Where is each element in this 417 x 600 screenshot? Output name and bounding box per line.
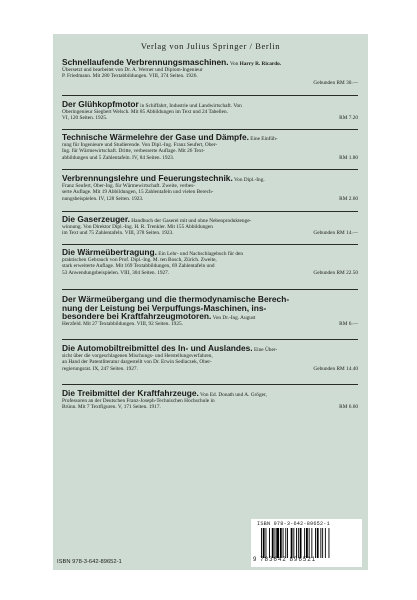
entry-price: Gebunden RM 30.— [313, 79, 358, 86]
entry-text: Ing. für Wärmewirtschaft. Dritte, verbesserte Auflage. Mit 26 Text- [62, 148, 205, 155]
entry-price: RM 1.80 [339, 154, 358, 161]
entry-text: Oberingenieur Siegbert Welsch. Mit 85 Abbildungen im Text und 24 Tabellen. [62, 109, 228, 116]
entry-title: Technische Wärmelehre der Gase und Dämpfe. [62, 132, 249, 142]
barcode-label [251, 519, 362, 567]
catalog-entry: Schnellaufende Verbrennungsmaschinen. Von Harry R. Ricardo. Übersetzt und bearbeitet von Dr. A. Werner und Diplom-Ingenieur P. Friedmann. Mit 280 Textabbildungen. VIII, 374 Seiten. 1926. Gebunden RM 30.— [62, 57, 358, 86]
barcode-icon [261, 528, 357, 558]
entry-price: RM 6.60 [339, 404, 358, 411]
entry-price: Gebunden RM 14.— [313, 230, 358, 237]
catalog-entry: Die Gaserzeuger. Handbuch der Gaserei mit und ohne Nebenproduktenge- winnung. Von Direktor Dipl.-Ing. H. R. Trenkler. Mit 155 Abbildungen Gebunden RM 14.— im Text und 75 Zahlentafeln. VIII, 378 Seiten. 1923. [62, 214, 358, 237]
entry-text: sicht über die vorgeschlagenen Mischungs- und Herstellungsverfahren, [62, 353, 213, 360]
entry-title: Der Wärmeübergang und die thermodynamische Berech- [62, 294, 290, 304]
entry-title: Die Treibmittel der Kraftfahrzeuge. [62, 388, 199, 398]
entry-text: winnung. Von Direktor Dipl.-Ing. H. R. Trenkler. Mit 155 Abbildungen [62, 224, 213, 231]
divider [62, 339, 358, 340]
catalog-entry: Technische Wärmelehre der Gase und Dämpfe. Eine Einfüh- rung für Ingenieure und Studierende. Von Dipl.-Ing. Franz Seufert, Ober- Ing. für Wärmewirtschaft. Dritte, verbesserte Auflage. Mit 26 Text- RM 1.80 abbildungen und 5 Zahlentafeln. IV, 84 Seiten. 1923. [62, 132, 358, 161]
divider [62, 211, 358, 212]
catalog-entry: Der Wärmeübergang und die thermodynamische Berech- nung der Leistung bei Verpuffungs-Maschinen, ins- besondere bei Kraftfahrzeugmotoren. Von Dr.-Ing. August RM 6.— Herzfeld. Mit 27 Textabbildungen. VIII, 92 Seiten. 1925. [62, 294, 358, 328]
entry-title: Schnellaufende Verbrennungsmaschinen. [62, 57, 229, 67]
entry-title: Die Gaserzeuger. [62, 214, 130, 224]
entry-price: Gebunden RM 22.50 [313, 269, 358, 276]
isbn-text: ISBN 978-3-642-89652-1 [57, 559, 122, 565]
entry-text: praktischen Gebrauch von Prof. Dipl.-Ing. M. ten Bosch, Zürich. Zweite, [62, 257, 217, 264]
entry-title: nung der Leistung bei Verpuffungs-Maschinen, ins- [62, 303, 267, 313]
entry-text: serte Auflage. Mit 19 Abbildungen, 15 Zahlentafeln und vielen Berech- [62, 189, 214, 196]
entry-text: P. Friedmann. Mit 280 Textabbildungen. VIII, 374 Seiten. 1926. [62, 73, 198, 80]
entry-price: RM 7.20 [339, 115, 358, 122]
divider [62, 244, 358, 245]
entry-price: Gebunden RM 14.40 [313, 365, 358, 372]
catalog-entry: Die Wärmeübertragung. Ein Lehr- und Nachschlagebuch für den praktischen Gebrauch von Prof. Dipl.-Ing. M. ten Bosch, Zürich. Zweite, stark erweiterte Auflage. Mit 169 Textabbildungen, 69 Zahlentafeln und Gebunden RM 22.50 53 Anwendungsbeispielen. VIII, 304 Seiten. 1927. [62, 247, 358, 276]
divider [62, 129, 358, 130]
divider [62, 384, 358, 385]
entry-title: Die Wärmeübertragung. [62, 247, 157, 257]
catalog-entry: Verbrennungslehre und Feuerungstechnik. Von Dipl.-Ing. Franz Seufert, Ober-Ing. für Wärmewirtschaft. Zweite, verbes- serte Auflage. Mit 19 Abbildungen, 15 Zahlentafeln und vielen Berech- RM 2.60 nungsbeispielen. IV, 128 Seiten. 1923. [62, 173, 358, 202]
entry-text: stark erweiterte Auflage. Mit 169 Textabbildungen, 69 Zahlentafeln und [62, 263, 215, 270]
entry-price: RM 2.60 [339, 195, 358, 202]
catalog-panel [53, 34, 368, 570]
barcode-digits: 9 783642 896521 [253, 557, 317, 563]
entry-text: Franz Seufert, Ober-Ing. für Wärmewirtschaft. Zweite, verbes- [62, 183, 196, 190]
divider [62, 289, 358, 290]
divider [62, 169, 358, 170]
publisher-heading: Verlag von Julius Springer / Berlin [140, 41, 281, 51]
entry-title: besondere bei Kraftfahrzeugmotoren. [62, 311, 212, 321]
entry-text: an Hand der Patentliteratur dargestellt von Dr. Erwin Sedlaczek, Ober- [62, 359, 212, 366]
entry-text: Übersetzt und bearbeitet von Dr. A. Werner und Diplom-Ingenieur [62, 67, 203, 74]
barcode-isbn: ISBN 978-3-642-89652-1 [257, 521, 330, 527]
entry-title: Verbrennungslehre und Feuerungstechnik. [62, 173, 233, 183]
entry-price: RM 6.— [339, 321, 358, 328]
entry-text: Professoren an der Deutschen Franz-Joseph-Technischen Hochschule in [62, 398, 215, 405]
divider [62, 95, 358, 96]
catalog-entry: Der Glühkopfmotor in Schiffahrt, Industrie und Landwirtschaft. Von Oberingenieur Siegbert Welsch. Mit 85 Abbildungen im Text und 24 Tabellen. RM 7.20 VI, 120 Seiten. 1925. [62, 99, 358, 122]
catalog-entry: Die Automobiltreibmittel des In- und Auslandes. Eine Über- sicht über die vorgeschlagenen Mischungs- und Herstellungsverfahren, an Hand der Patentliteratur dargestellt von Dr. Erwin Sedlaczek, Ober- Gebunden RM 14.40 regierungsrat. IX, 247 Seiten. 1927. [62, 343, 358, 372]
entry-text: rung für Ingenieure und Studierende. Von Dipl.-Ing. Franz Seufert, Ober- [62, 142, 218, 149]
catalog-entry: Die Treibmittel der Kraftfahrzeuge. Von Ed. Donath und A. Gröger, Professoren an der Deutschen Franz-Joseph-Technischen Hochschule in RM 6.60 Brünn. Mit 7 Textfiguren. V, 171 Seiten. 1917. [62, 388, 358, 411]
entry-title: Der Glühkopfmotor [62, 99, 139, 109]
entry-title: Die Automobiltreibmittel des In- und Auslandes. [62, 343, 253, 353]
